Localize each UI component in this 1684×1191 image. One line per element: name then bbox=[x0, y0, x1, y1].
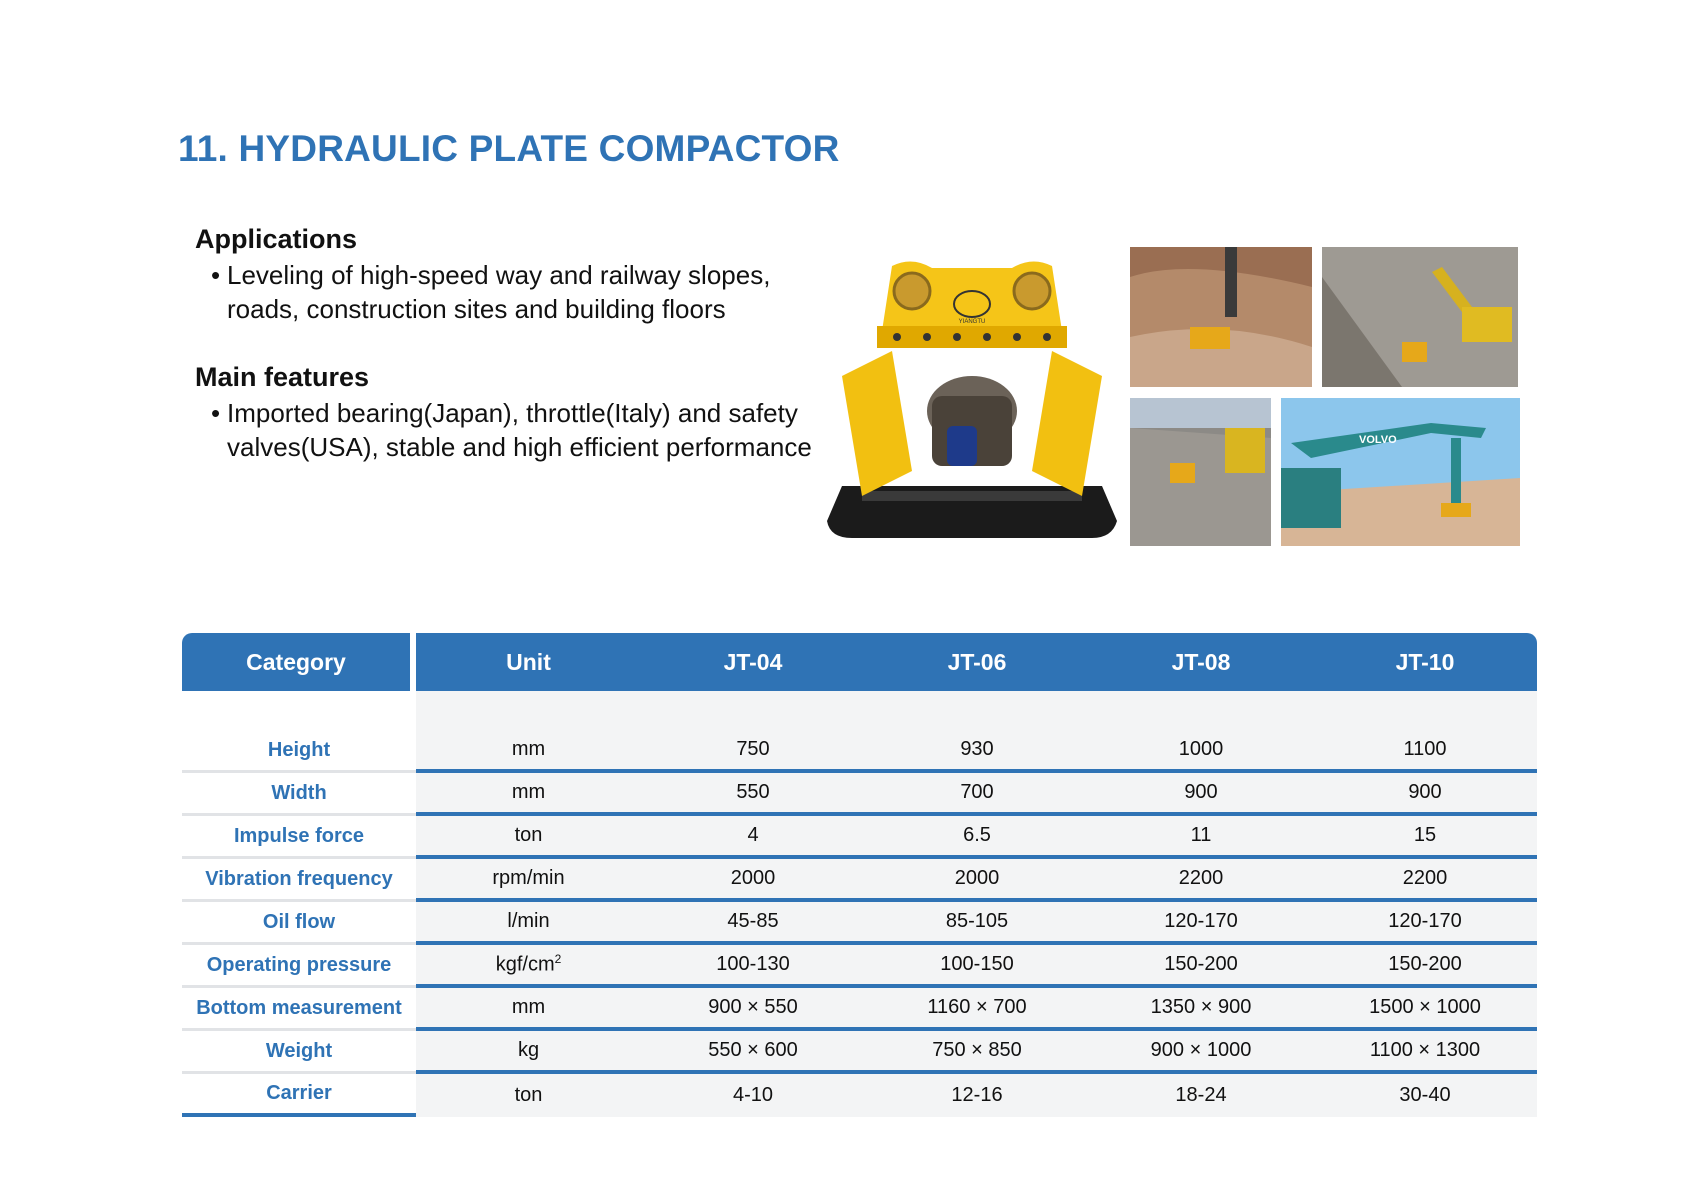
value-cell: 750 bbox=[641, 730, 865, 773]
row-label: Width bbox=[182, 773, 416, 816]
value-cell: 2200 bbox=[1089, 859, 1313, 902]
value-cell: 12-16 bbox=[865, 1074, 1089, 1117]
value-cell: 150-200 bbox=[1089, 945, 1313, 988]
value-cell: 1500 × 1000 bbox=[1313, 988, 1537, 1031]
row-label: Carrier bbox=[182, 1074, 416, 1117]
value-cell: 100-150 bbox=[865, 945, 1089, 988]
row-label: Weight bbox=[182, 1031, 416, 1074]
value-cell: 45-85 bbox=[641, 902, 865, 945]
value-cell: 6.5 bbox=[865, 816, 1089, 859]
site-photo-volvo-excavator bbox=[1281, 398, 1520, 546]
unit-cell: ton bbox=[416, 816, 641, 859]
compactor-product-image bbox=[822, 256, 1122, 538]
row-label: Oil flow bbox=[182, 902, 416, 945]
site-photo-slope bbox=[1130, 247, 1312, 387]
row-label: Operating pressure bbox=[182, 945, 416, 988]
col-header-category: Category bbox=[182, 633, 416, 691]
row-label: Bottom measurement bbox=[182, 988, 416, 1031]
bullet-icon: • bbox=[211, 398, 221, 428]
features-heading: Main features bbox=[195, 362, 370, 392]
value-cell: 900 × 1000 bbox=[1089, 1031, 1313, 1074]
value-cell: 1100 bbox=[1313, 730, 1537, 773]
applications-text: Leveling of high-speed way and railway slopes, roads, construction sites and building floors bbox=[227, 260, 771, 324]
specification-table bbox=[182, 633, 1537, 1117]
unit-superscript: 2 bbox=[554, 952, 562, 967]
unit-cell: mm bbox=[416, 773, 641, 816]
unit-text: kgf/cm bbox=[495, 953, 555, 976]
description-block bbox=[195, 222, 835, 464]
col-header-jt-08: JT-08 bbox=[1089, 633, 1313, 691]
table-row bbox=[182, 902, 1537, 945]
product-logo-text: YIANGTU bbox=[958, 319, 986, 325]
value-cell: 550 bbox=[641, 773, 865, 816]
value-cell: 550 × 600 bbox=[641, 1031, 865, 1074]
applications-heading: Applications bbox=[195, 224, 358, 254]
row-label: Height bbox=[182, 730, 416, 773]
col-header-jt-04: JT-04 bbox=[641, 633, 865, 691]
row-label: Impulse force bbox=[182, 816, 416, 859]
unit-cell: mm bbox=[416, 988, 641, 1031]
table-row bbox=[182, 730, 1537, 773]
table-row bbox=[182, 859, 1537, 902]
value-cell: 900 bbox=[1313, 773, 1537, 816]
col-header-jt-10: JT-10 bbox=[1313, 633, 1537, 691]
table-row bbox=[182, 816, 1537, 859]
value-cell: 30-40 bbox=[1313, 1074, 1537, 1117]
value-cell: 15 bbox=[1313, 816, 1537, 859]
value-cell: 85-105 bbox=[865, 902, 1089, 945]
value-cell: 4-10 bbox=[641, 1074, 865, 1117]
volvo-brand-text: VOLVO bbox=[1359, 434, 1397, 446]
unit-cell: kg bbox=[416, 1031, 641, 1074]
value-cell: 900 × 550 bbox=[641, 988, 865, 1031]
table-row bbox=[182, 988, 1537, 1031]
value-cell: 1350 × 900 bbox=[1089, 988, 1313, 1031]
col-header-unit: Unit bbox=[416, 633, 641, 691]
table-row bbox=[182, 945, 1537, 988]
table-row bbox=[182, 1031, 1537, 1074]
value-cell: 1160 × 700 bbox=[865, 988, 1089, 1031]
value-cell: 120-170 bbox=[1313, 902, 1537, 945]
features-bullet bbox=[211, 396, 835, 464]
value-cell: 700 bbox=[865, 773, 1089, 816]
value-cell: 4 bbox=[641, 816, 865, 859]
value-cell: 900 bbox=[1089, 773, 1313, 816]
row-label: Vibration frequency bbox=[182, 859, 416, 902]
unit-cell: ton bbox=[416, 1074, 641, 1117]
table-header-row bbox=[182, 633, 1537, 691]
value-cell: 11 bbox=[1089, 816, 1313, 859]
unit-cell: mm bbox=[416, 730, 641, 773]
value-cell: 750 × 850 bbox=[865, 1031, 1089, 1074]
value-cell: 100-130 bbox=[641, 945, 865, 988]
value-cell: 930 bbox=[865, 730, 1089, 773]
site-photo-excavator bbox=[1322, 247, 1518, 387]
features-text: Imported bearing(Japan), throttle(Italy) and safety valves(USA), stable and high efficient performance bbox=[227, 398, 812, 462]
value-cell: 2000 bbox=[865, 859, 1089, 902]
unit-cell: rpm/min bbox=[416, 859, 641, 902]
bullet-icon: • bbox=[211, 260, 221, 290]
value-cell: 1000 bbox=[1089, 730, 1313, 773]
value-cell: 2200 bbox=[1313, 859, 1537, 902]
unit-cell: l/min bbox=[416, 902, 641, 945]
col-header-jt-06: JT-06 bbox=[865, 633, 1089, 691]
site-photo-gravel bbox=[1130, 398, 1271, 546]
value-cell: 120-170 bbox=[1089, 902, 1313, 945]
table-row bbox=[182, 773, 1537, 816]
unit-cell bbox=[416, 945, 641, 988]
value-cell: 1100 × 1300 bbox=[1313, 1031, 1537, 1074]
value-cell: 2000 bbox=[641, 859, 865, 902]
value-cell: 150-200 bbox=[1313, 945, 1537, 988]
page-title: 11. HYDRAULIC PLATE COMPACTOR bbox=[178, 128, 840, 169]
value-cell: 18-24 bbox=[1089, 1074, 1313, 1117]
applications-bullet bbox=[211, 258, 835, 326]
table-row bbox=[182, 1074, 1537, 1117]
